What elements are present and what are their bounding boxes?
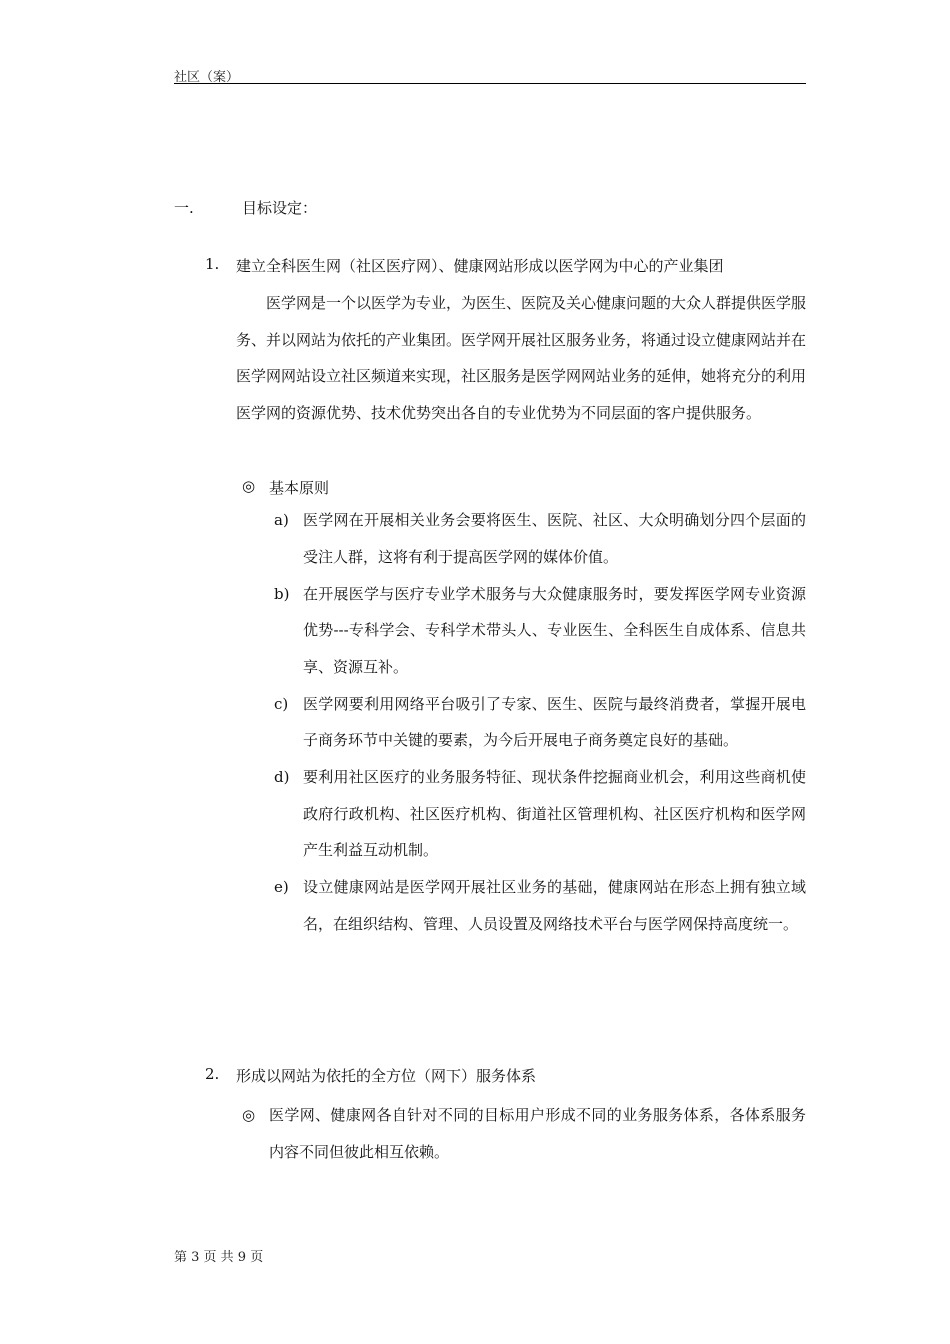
item-1-paragraph-text: 医学网是一个以医学为专业，为医生、医院及关心健康问题的大众人群提供医学服务、并以网站为依托的产业集团。医学网开展社区服务业务，将通过设立健康网站并在医学网网站设立社区频道来实现，社区服务是医学网网站业务的延伸，她将充分的利用医学网的资源优势、技术优势突出各自的专业优势为不同层面的客户提供服务。 [236,294,807,422]
principle-item-e [274,869,806,942]
section-title: 目标设定： [242,199,318,217]
bullet-icon: ◎ [242,477,256,495]
principle-marker: b) [274,584,290,603]
principle-item-d [274,759,806,869]
item-1-title: 建立全科医生网（社区医疗网）、健康网站形成以医学网为中心的产业集团 [236,257,724,275]
principle-text: 医学网在开展相关业务会要将医生、医院、社区、大众明确划分四个层面的受注人群，这将有利于提高医学网的媒体价值。 [303,511,806,566]
item-2-bullet-text: 医学网、健康网各自针对不同的目标用户形成不同的业务服务体系，各体系服务内容不同但彼此相互依赖。 [269,1106,806,1161]
item-1-paragraph [236,285,806,431]
header-rule [174,83,806,84]
principle-text: 设立健康网站是医学网开展社区业务的基础，健康网站在形态上拥有独立域名，在组织结构、管理、人员设置及网络技术平台与医学网保持高度统一。 [303,878,806,933]
item-2-bullet-paragraph [242,1097,806,1170]
principle-marker: a) [274,511,289,529]
bullet-icon: ◎ [242,1106,256,1124]
principle-item-c [274,686,806,759]
principle-marker: d) [274,768,290,786]
principle-marker: e) [274,878,289,896]
principle-text: 医学网要利用网络平台吸引了专家、医生、医院与最终消费者，掌握开展电子商务环节中关键的要素，为今后开展电子商务奠定良好的基础。 [303,694,806,749]
principle-item-b [274,576,806,686]
item-2-title: 形成以网站为依托的全方位（网下）服务体系 [236,1067,537,1085]
section-number: 一. [174,199,194,217]
principle-marker: c) [274,694,289,713]
principle-item-a [274,502,806,575]
page-footer: 第 3 页 共 9 页 [174,1250,264,1265]
item-1-number: 1. [205,255,220,273]
principles-heading: 基本原则 [269,479,330,497]
item-2-number: 2. [205,1065,220,1083]
principle-text: 在开展医学与医疗专业学术服务与大众健康服务时，要发挥医学网专业资源优势---专科学会、专科学术带头人、专业医生、全科医生自成体系、信息共享、资源互补。 [303,584,806,676]
principles-list [274,502,806,943]
principle-text: 要利用社区医疗的业务服务特征、现状条件挖掘商业机会，利用这些商机使政府行政机构、社区医疗机构、街道社区管理机构、社区医疗机构和医学网产生利益互动机制。 [303,768,806,859]
page-header-title: 社区（案） [174,70,240,85]
